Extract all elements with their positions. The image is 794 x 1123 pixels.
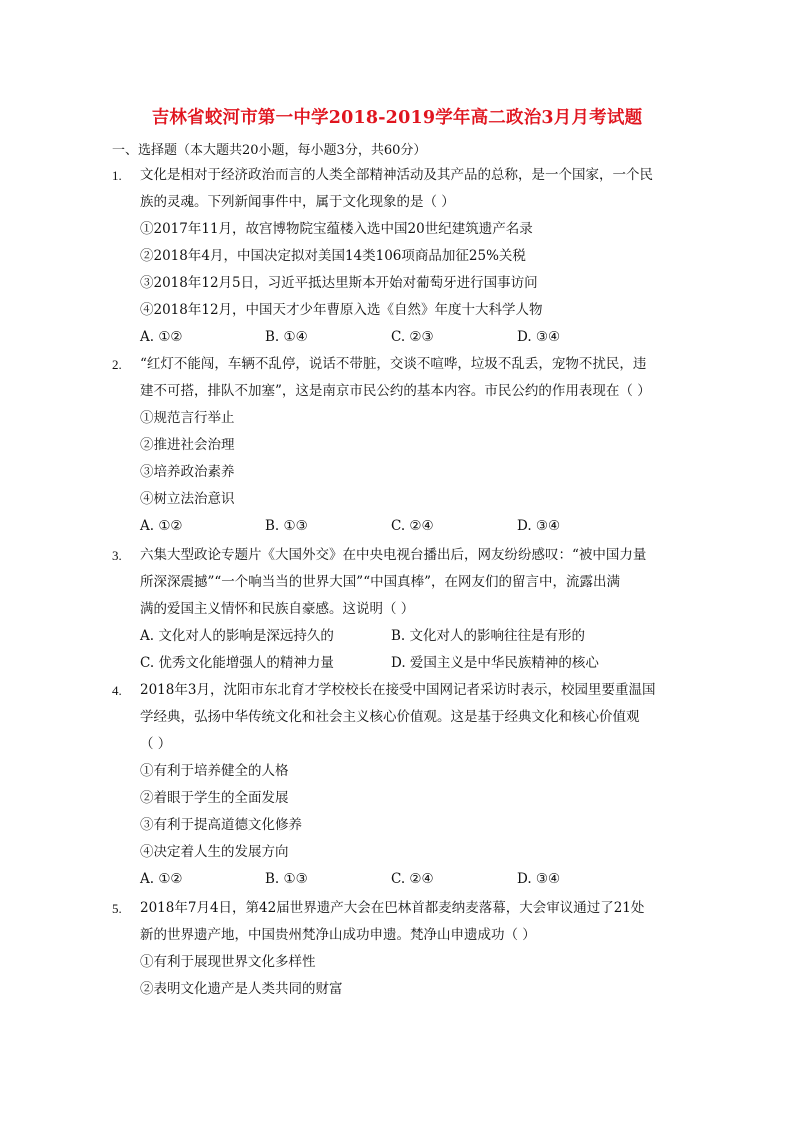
option-b: B. 文化对人的影响往往是有形的 xyxy=(391,628,586,644)
options-row xyxy=(140,866,692,893)
option-a: A. ①② xyxy=(140,329,183,345)
question-number: 3. xyxy=(112,548,122,563)
question-stem-line: 新的世界遗产地，中国贵州梵净山成功申遗。梵净山申遗成功（ ） xyxy=(140,927,536,943)
question-number: 2. xyxy=(112,357,122,372)
option-a: A. 文化对人的影响是深远持久的 xyxy=(140,628,334,644)
question-number: 5. xyxy=(112,901,122,916)
answer-item: ④树立法治意识 xyxy=(140,491,235,507)
answer-item: ③有利于提高道德文化修养 xyxy=(140,817,302,833)
option-b: B. ①③ xyxy=(265,518,308,534)
question-stem-line: 所深深震撼”“一个响当当的世界大国”“中国真棒”，在网友们的留言中，流露出满 xyxy=(140,574,621,590)
answer-item: ①有利于培养健全的人格 xyxy=(140,763,289,779)
answer-item: ②推进社会治理 xyxy=(140,437,235,453)
section-heading: 一、选择题（本大题共20小题，每小题3分，共60分） xyxy=(112,143,427,158)
answer-item: ④2018年12月，中国天才少年曹原入选《自然》年度十大科学人物 xyxy=(140,302,543,318)
question-stem-line: 文化是相对于经济政治而言的人类全部精神活动及其产品的总称，是一个国家，一个民 xyxy=(140,167,653,183)
option-a: A. ①② xyxy=(140,871,183,887)
options-row xyxy=(140,650,692,677)
option-b: B. ①③ xyxy=(265,871,308,887)
exam-title: 吉林省蛟河市第一中学2018-2019学年高二政治3月月考试题 xyxy=(151,108,643,128)
answer-item: ②表明文化遗产是人类共同的财富 xyxy=(140,981,343,997)
answer-item: ③2018年12月5日，习近平抵达里斯本开始对葡萄牙进行国事访问 xyxy=(140,275,538,291)
answer-item: ②着眼于学生的全面发展 xyxy=(140,790,289,806)
option-d: D. ③④ xyxy=(517,518,561,534)
question-stem-line: 满的爱国主义情怀和民族自豪感。这说明（ ） xyxy=(140,601,415,617)
answer-item: ④决定着人生的发展方向 xyxy=(140,844,289,860)
option-b: B. ①④ xyxy=(265,329,308,345)
answer-item: ②2018年4月，中国决定拟对美国14类106项商品加征25%关税 xyxy=(140,248,526,264)
answer-item: ①2017年11月，故宫博物院宝蕴楼入选中国20世纪建筑遗产名录 xyxy=(140,221,533,237)
question-stem-line: 族的灵魂。下列新闻事件中，属于文化现象的是（ ） xyxy=(140,194,455,210)
question-stem-line: 2018年3月，沈阳市东北育才学校校长在接受中国网记者采访时表示，校园里要重温国 xyxy=(140,682,656,698)
question-stem-line: 2018年7月4日，第42届世界遗产大会在巴林首都麦纳麦落幕，大会审议通过了21处 xyxy=(140,900,645,916)
options-row xyxy=(140,324,692,351)
question-stem-line: 六集大型政论专题片《大国外交》在中央电视台播出后，网友纷纷感叹：“被中国力量 xyxy=(140,547,647,563)
option-a: A. ①② xyxy=(140,518,183,534)
question-stem-line: 建不可搭，排队不加塞”，这是南京市民公约的基本内容。市民公约的作用表现在（ ） xyxy=(140,383,651,399)
option-d: D. 爱国主义是中华民族精神的核心 xyxy=(391,655,599,671)
question-stem-line: （ ） xyxy=(140,736,172,752)
option-c: C. ②③ xyxy=(391,329,434,345)
option-c: C. ②④ xyxy=(391,518,434,534)
options-row xyxy=(140,623,692,650)
option-c: C. 优秀文化能增强人的精神力量 xyxy=(140,655,334,671)
answer-item: ③培养政治素养 xyxy=(140,464,235,480)
options-row xyxy=(140,513,692,540)
answer-item: ①有利于展现世界文化多样性 xyxy=(140,954,316,970)
question-number: 4. xyxy=(112,683,122,698)
question-stem-line: 学经典，弘扬中华传统文化和社会主义核心价值观。这是基于经典文化和核心价值观 xyxy=(140,709,640,725)
question-stem-line: “红灯不能闯，车辆不乱停，说话不带脏，交谈不喧哗，垃圾不乱丢，宠物不扰民，违 xyxy=(140,356,647,372)
option-c: C. ②④ xyxy=(391,871,434,887)
answer-item: ①规范言行举止 xyxy=(140,410,235,426)
question-number: 1. xyxy=(112,168,122,183)
option-d: D. ③④ xyxy=(517,329,561,345)
option-d: D. ③④ xyxy=(517,871,561,887)
